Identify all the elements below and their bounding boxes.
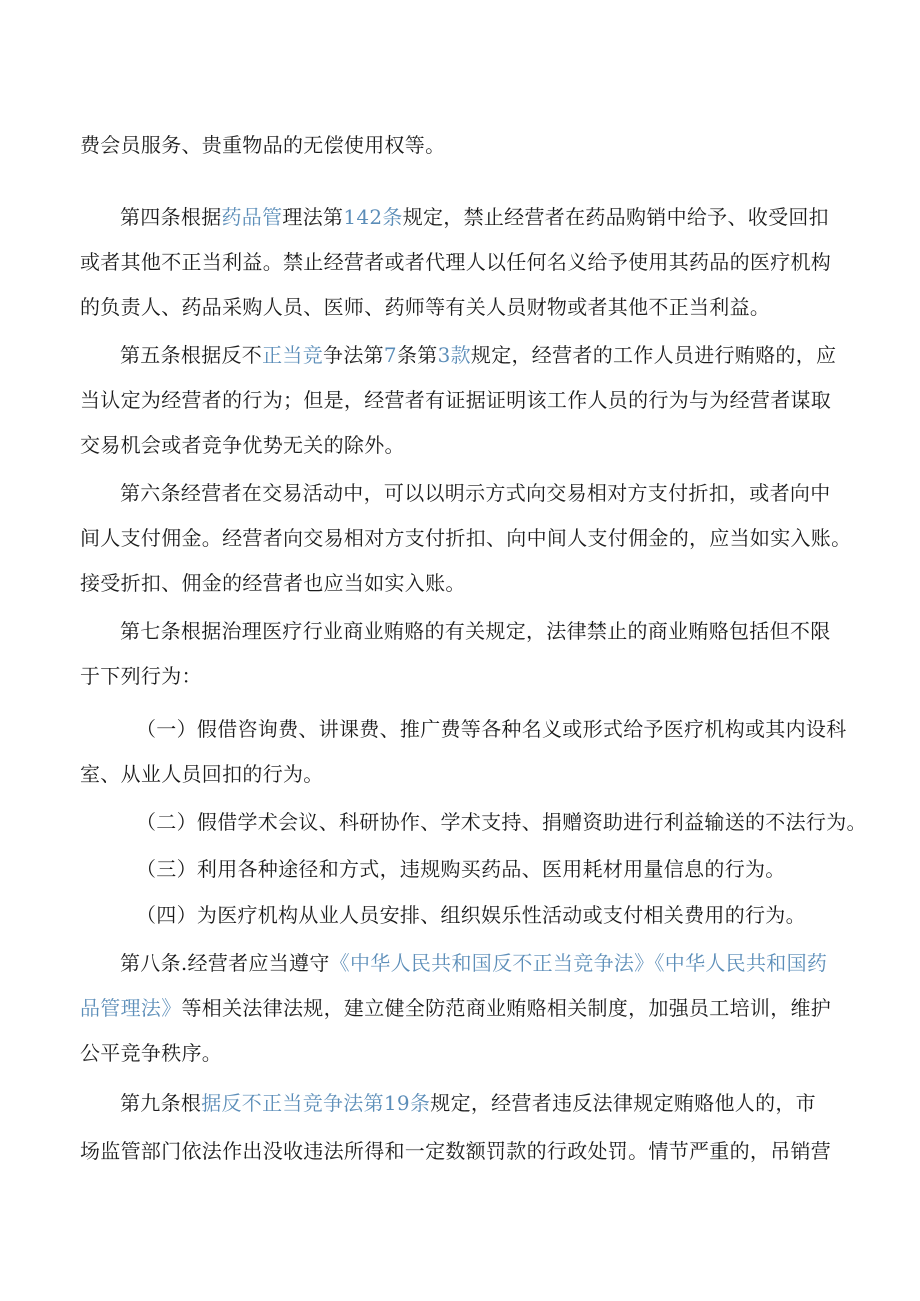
article-9-line: [120, 1086, 816, 1120]
law-link[interactable]: 《中华人民共和国反不正当竞争法》《中华人民共和国药: [329, 951, 828, 975]
text-run: 争法第: [323, 343, 384, 367]
article-4-line: [120, 200, 829, 234]
text-run: 第八条.经营者应当遵守: [120, 951, 330, 975]
text-run: 条第: [396, 343, 438, 367]
text-run: 第六条经营者在交易活动中，可以以明示方式向交易相对方支付折扣，或者向中: [120, 481, 831, 505]
text-run: 第五条根据反不: [120, 343, 263, 367]
text-run: （三）利用各种途径和方式，违规购买药品、医用耗材用量信息的行为。: [136, 857, 786, 881]
text-run: 或者其他不正当利益。禁止经营者或者代理人以任何名义给予使用其药品的医疗机构: [80, 250, 832, 274]
text-run: 等相关法律法规，建立健全防范商业贿赂相关制度，加强员工培训，维护: [181, 996, 832, 1020]
article-8-line: [120, 946, 827, 980]
text-run: 规定，经营者的工作人员进行贿赂的，应: [470, 343, 837, 367]
text-run: 规定，经营者违反法律规定贿赂他人的，市: [430, 1091, 816, 1115]
paragraph-line: [80, 290, 770, 324]
text-run: 于下列行为：: [80, 664, 202, 688]
article-5-line: [120, 338, 836, 372]
paragraph-line: [80, 757, 324, 791]
paragraph-line: [80, 659, 202, 693]
text-run: 第九条根: [120, 1091, 202, 1115]
text-run: 规定，禁止经营者在药品购销中给予、收受回扣: [402, 205, 829, 229]
list-item-4: [136, 898, 806, 932]
text-run: 间人支付佣金。经营者向交易相对方支付折扣、向中间人支付佣金的，应当如实入账。: [80, 526, 852, 550]
text-run: 场监管部门依法作出没收违法所得和一定数额罚款的行政处罚。情节严重的，吊销营: [80, 1139, 832, 1163]
text-run: 接受折扣、佣金的经营者也应当如实入账。: [80, 571, 466, 595]
law-link[interactable]: 品管理法》: [80, 996, 182, 1020]
paragraph-line: [80, 1134, 831, 1168]
law-link[interactable]: 正当竞: [262, 343, 324, 367]
paragraph-line: [80, 428, 405, 462]
paragraph-line: [80, 245, 831, 279]
paragraph-line: [80, 991, 831, 1025]
law-link[interactable]: 药品管: [221, 205, 283, 229]
text-run: 交易机会或者竞争优势无关的除外。: [80, 433, 405, 457]
text-run: （二）假借学术会议、科研协作、学术支持、捐赠资助进行利益输送的不法行为。: [136, 810, 867, 834]
article-6-line: [120, 476, 831, 510]
paragraph-line: [80, 566, 466, 600]
list-item-3: [136, 852, 786, 886]
text-run: 理法第: [282, 205, 344, 229]
paragraph-line: [80, 383, 831, 417]
article-7-line: [120, 614, 831, 648]
list-item-2: [136, 805, 867, 839]
text-run: 公平竞争秩序。: [80, 1041, 223, 1065]
clause-link[interactable]: 3款: [437, 343, 471, 367]
text-run: 室、从业人员回扣的行为。: [80, 762, 324, 786]
text-run: 当认定为经营者的行为；但是，经营者有证据证明该工作人员的行为与为经营者谋取: [80, 388, 832, 412]
list-item-1: [136, 712, 847, 746]
paragraph-line: [80, 128, 445, 162]
text-run: 第七条根据治理医疗行业商业贿赂的有关规定，法律禁止的商业贿赂包括但不限: [120, 619, 831, 643]
paragraph-line: [80, 521, 851, 555]
text-run: 第四条根据: [120, 205, 222, 229]
article-link[interactable]: 142条: [343, 205, 403, 229]
article-link[interactable]: 19条: [383, 1091, 431, 1115]
paragraph-line: [80, 1036, 222, 1070]
text-run: 费会员服务、贵重物品的无偿使用权等。: [80, 133, 446, 157]
text-run: （四）为医疗机构从业人员安排、组织娱乐性活动或支付相关费用的行为。: [136, 903, 806, 927]
law-link[interactable]: 据反不正当竞争法第: [201, 1091, 384, 1115]
article-link[interactable]: 7: [383, 343, 397, 367]
text-run: （一）假借咨询费、讲课费、推广费等各种名义或形式给予医疗机构或其内设科: [136, 717, 847, 741]
text-run: 的负责人、药品采购人员、医师、药师等有关人员财物或者其他不正当利益。: [80, 295, 771, 319]
